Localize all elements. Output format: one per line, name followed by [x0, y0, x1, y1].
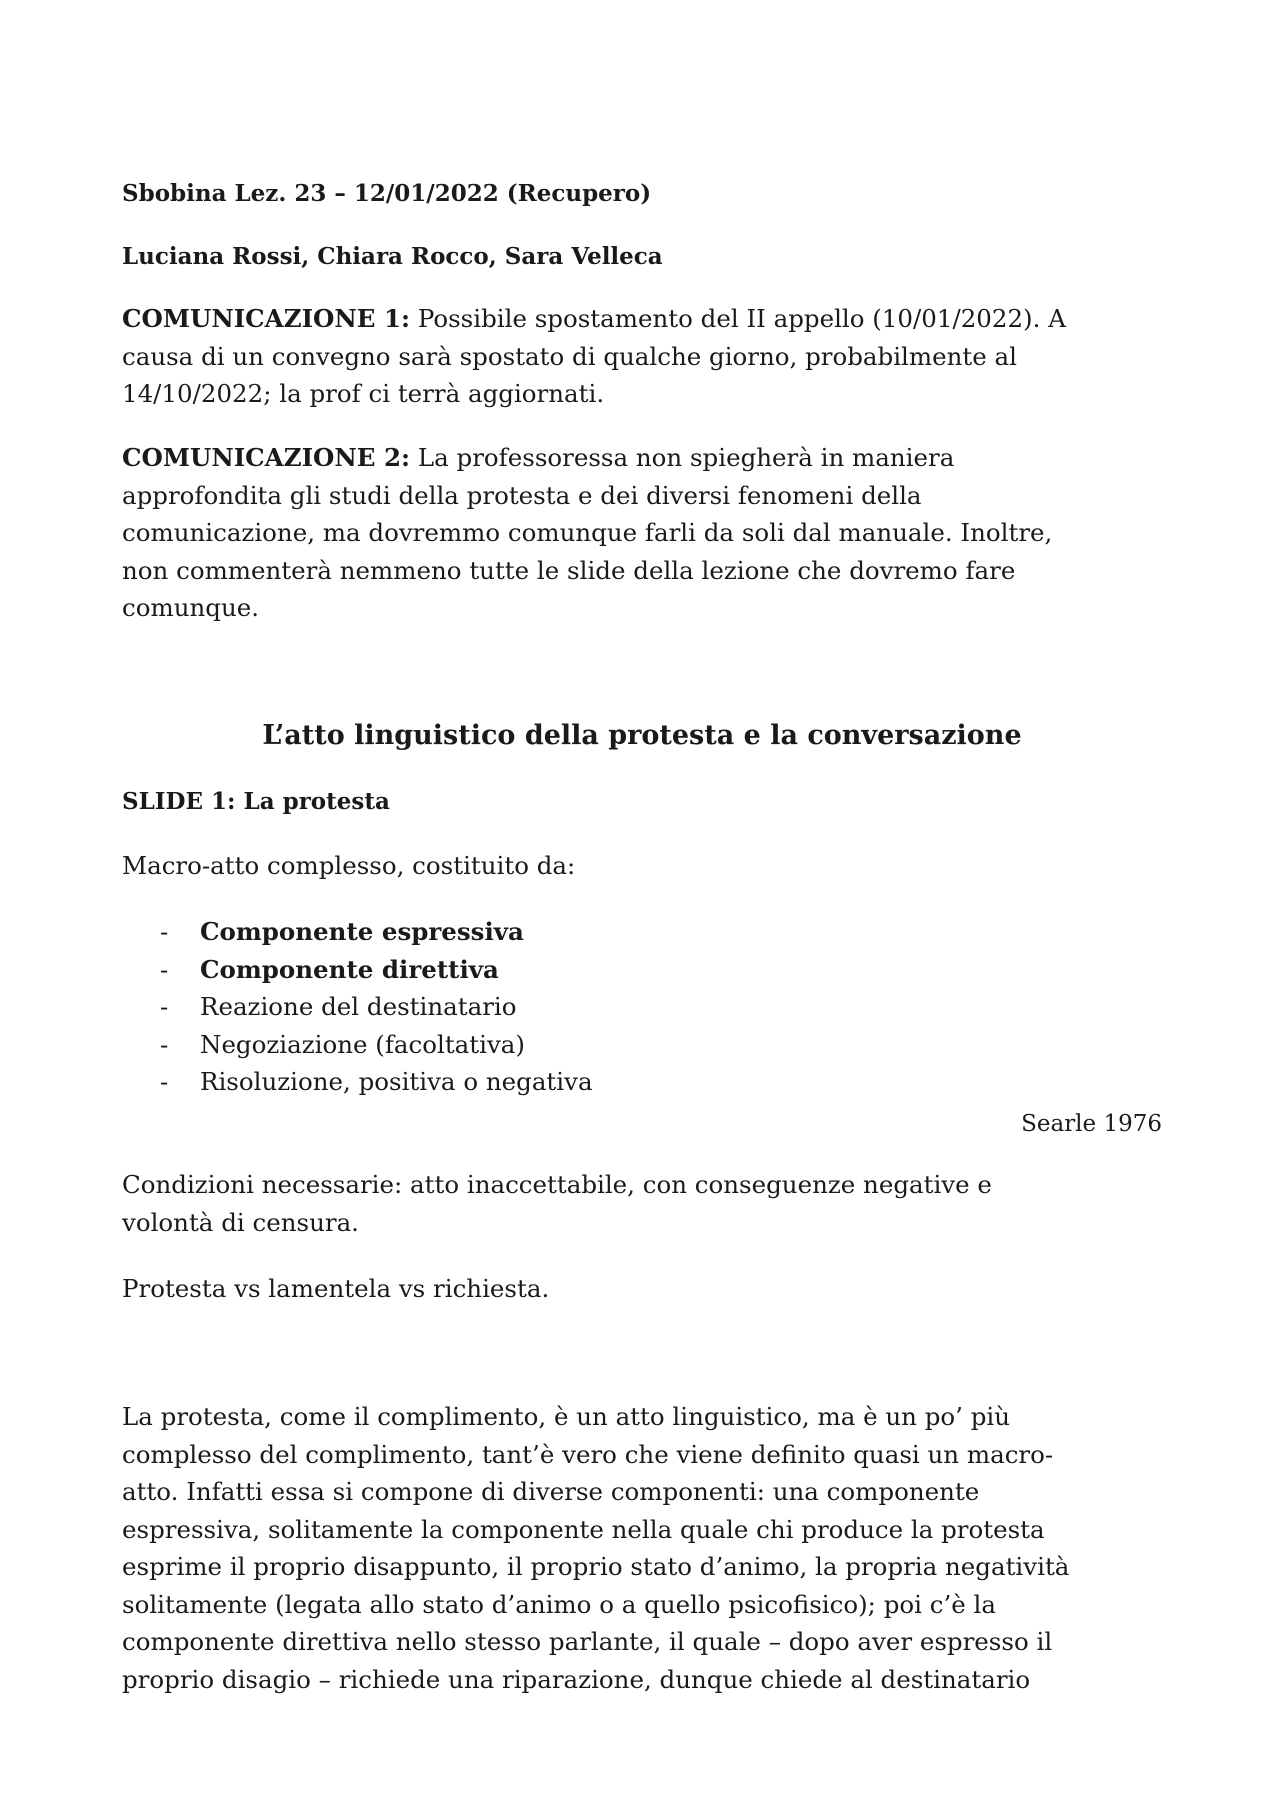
list-item: - Risoluzione, positiva o negativa — [160, 1067, 593, 1096]
body-line: complesso del complimento, tant’è vero che viene definito quasi un macro- — [122, 1439, 1054, 1469]
body-line: componente direttiva nello stesso parlante, il quale – dopo aver espresso il — [122, 1627, 1053, 1656]
communication-2-label: COMUNICAZIONE 2: — [122, 443, 411, 472]
components-list — [122, 913, 593, 1101]
communication-2-line: approfondita gli studi della protesta e dei diversi fenomeni della — [122, 480, 922, 510]
comparison-line: Protesta vs lamentela vs richiesta. — [122, 1274, 550, 1303]
list-item: - Componente espressiva — [160, 917, 524, 946]
body-line: esprime il proprio disappunto, il proprio stato d’animo, la propria negatività — [122, 1552, 1070, 1581]
communication-1-label: COMUNICAZIONE 1: — [122, 304, 411, 333]
body-line: atto. Infatti essa si compone di diverse componenti: una componente — [122, 1477, 980, 1506]
communication-2-line: COMUNICAZIONE 2: La professoressa non spiegherà in maniera — [122, 443, 955, 472]
list-item: - Negoziazione (facoltativa) — [160, 1029, 525, 1059]
conditions-line: Condizioni necessarie: atto inaccettabile, con conseguenze negative e — [122, 1170, 992, 1199]
lecture-title: Sbobina Lez. 23 – 12/01/2022 (Recupero) — [122, 180, 652, 207]
communication-1-line: causa di un convegno sarà spostato di qualche giorno, probabilmente al — [122, 341, 1017, 371]
communication-2-line: comunque. — [122, 593, 260, 622]
section-title: L’atto linguistico della protesta e la conversazione — [262, 720, 1022, 751]
communication-2-line: non commenterà nemmeno tutte le slide della lezione che dovremo fare — [122, 555, 1016, 585]
communication-2-line: comunicazione, ma dovremmo comunque farli da soli dal manuale. Inoltre, — [122, 518, 1053, 547]
body-paragraph — [122, 1398, 1069, 1698]
body-line: solitamente (legata allo stato d’animo o a quello psicofisico); poi c’è la — [122, 1589, 996, 1619]
slide-intro: Macro-atto complesso, costituito da: — [122, 851, 576, 880]
list-item: - Componente direttiva — [160, 954, 499, 984]
citation: Searle 1976 — [1021, 1111, 1162, 1137]
list-item: - Reazione del destinatario — [160, 992, 517, 1021]
conditions — [122, 1166, 992, 1241]
communication-1 — [122, 300, 1066, 413]
body-line: proprio disagio – richiede una riparazione, dunque chiede al destinatario — [122, 1664, 1031, 1694]
communication-1-line: COMUNICAZIONE 1: Possibile spostamento del II appello (10/01/2022). A — [122, 304, 1066, 333]
authors-line: Luciana Rossi, Chiara Rocco, Sara Velleca — [122, 243, 663, 270]
slide-heading: SLIDE 1: La protesta — [122, 788, 390, 815]
conditions-line: volontà di censura. — [122, 1207, 359, 1237]
body-line: La protesta, come il complimento, è un atto linguistico, ma è un po’ più — [122, 1402, 1011, 1431]
communication-2 — [122, 439, 1052, 627]
body-line: espressiva, solitamente la componente nella quale chi produce la protesta — [122, 1514, 1045, 1544]
communication-1-line: 14/10/2022; la prof ci terrà aggiornati. — [122, 379, 605, 408]
